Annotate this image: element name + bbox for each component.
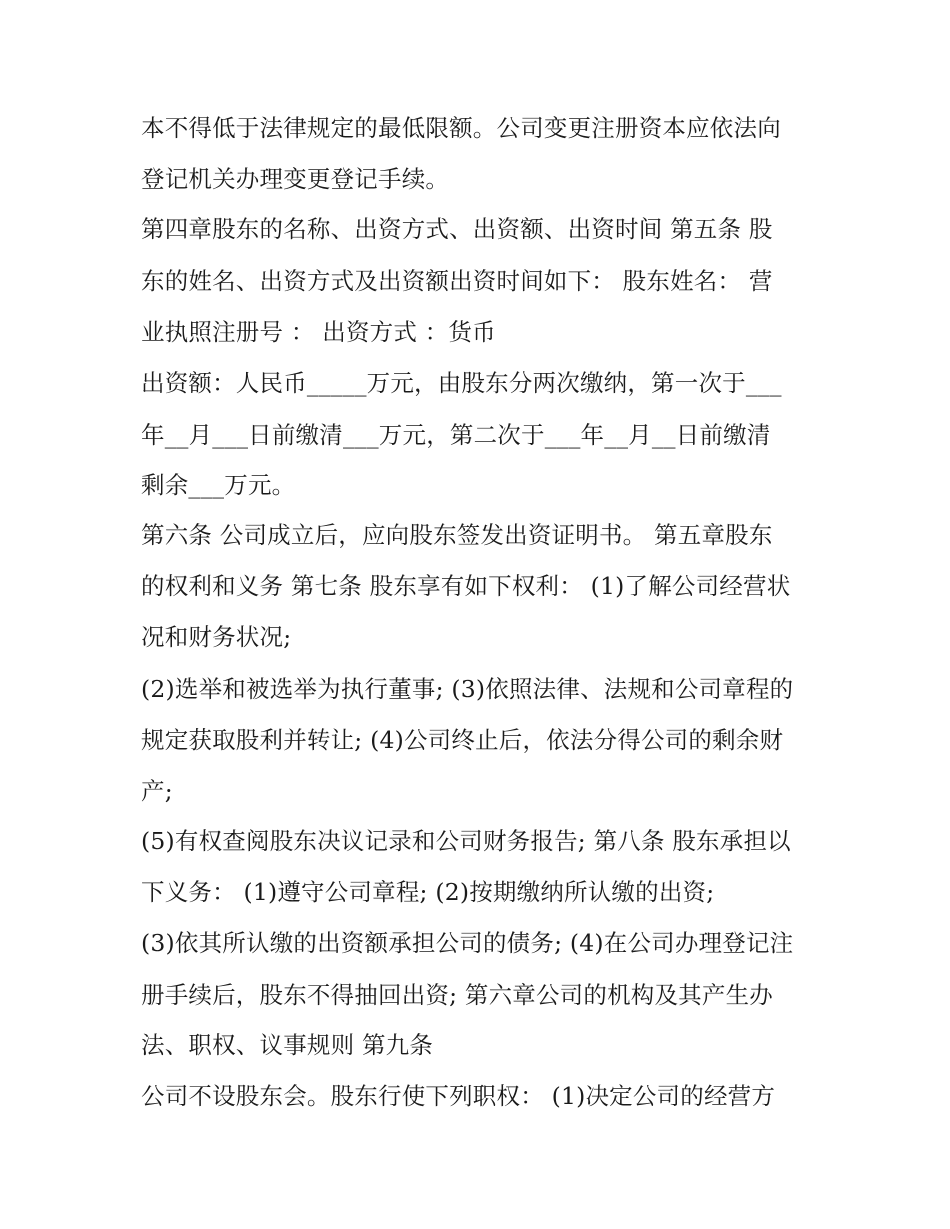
text-line-14: 产; bbox=[141, 777, 173, 805]
text-line-12: (2)选举和被选举为执行董事; (3)依照法律、法规和公司章程的 bbox=[141, 675, 794, 703]
text-line-18: 册手续后，股东不得抽回出资; 第六章公司的机构及其产生办 bbox=[141, 981, 773, 1009]
text-line-8: 剩余___万元。 bbox=[141, 471, 296, 499]
text-line-13: 规定获取股利并转让; (4)公司终止后，依法分得公司的剩余财 bbox=[141, 726, 784, 754]
text-line-5: 业执照注册号 ： 出资方式 ：货币 bbox=[141, 318, 496, 346]
text-line-4: 东的姓名、出资方式及出资额出资时间如下： 股东姓名： 营 bbox=[141, 267, 773, 295]
text-line-15: (5)有权查阅股东决议记录和公司财务报告; 第八条 股东承担以 bbox=[141, 827, 791, 855]
text-line-10: 的权利和义务 第七条 股东享有如下权利： (1)了解公司经营状 bbox=[141, 572, 791, 600]
text-line-17: (3)依其所认缴的出资额承担公司的债务; (4)在公司办理登记注 bbox=[141, 929, 794, 957]
text-line-3: 第四章股东的名称、出资方式、出资额、出资时间 第五条 股 bbox=[141, 215, 773, 243]
text-line-11: 况和财务状况; bbox=[141, 623, 292, 651]
text-line-16: 下义务： (1)遵守公司章程; (2)按期缴纳所认缴的出资; bbox=[141, 878, 715, 906]
text-line-7: 年__月___日前缴清___万元，第二次于___年__月__日前缴清 bbox=[141, 421, 771, 449]
text-line-20: 公司不设股东会。股东行使下列职权： (1)决定公司的经营方 bbox=[141, 1082, 776, 1110]
text-line-6: 出资额：人民币_____万元，由股东分两次缴纳，第一次于___ bbox=[141, 369, 782, 397]
text-line-19: 法、职权、议事规则 第九条 bbox=[141, 1031, 434, 1059]
text-line-9: 第六条 公司成立后，应向股东签发出资证明书。 第五章股东 bbox=[141, 521, 773, 549]
text-line-1: 本不得低于法律规定的最低限额。公司变更注册资本应依法向 bbox=[141, 114, 781, 142]
text-line-2: 登记机关办理变更登记手续。 bbox=[141, 165, 450, 193]
